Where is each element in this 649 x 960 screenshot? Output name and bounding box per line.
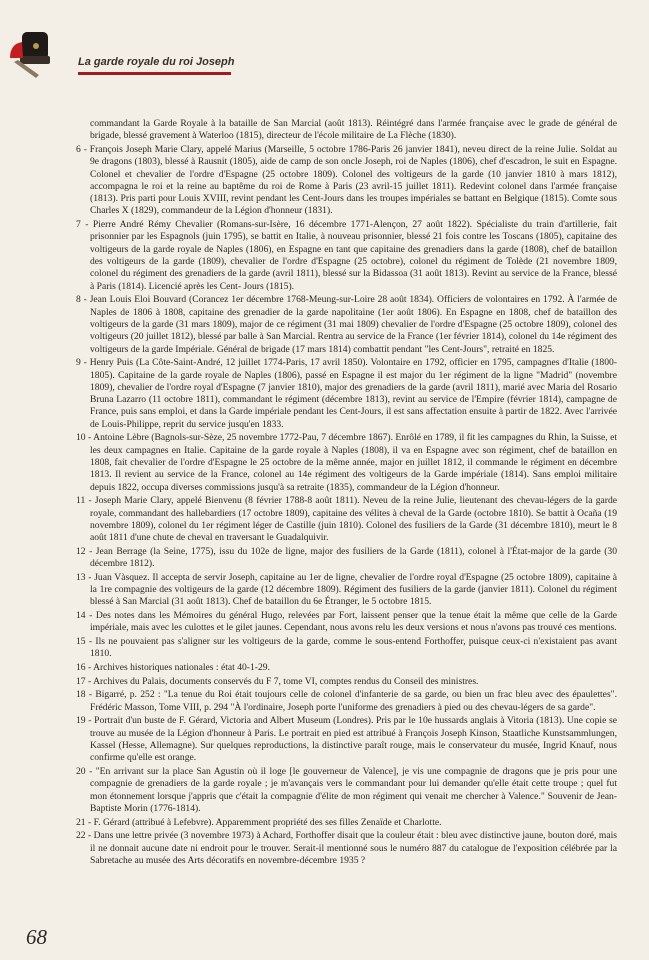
footnote-item	[76, 662, 617, 674]
footnote-number: 15 -	[76, 636, 96, 648]
footnote-text: Joseph Marie Clary, appelé Bienvenu (8 février 1788-8 août 1811). Neveu de la reine Julie, lieutenant des chevau-légers de la garde royale, commandant des hallebardiers (17 octobre 1809), capitaine des vélites à cheval de la Garde (octobre 1810). Se battit à Ocaña (19 novembre 1809), colonel du 1er régiment léger de Castille (juin 1810). Colonel des fusiliers de la Garde (31 décembre 1810), meurt le 8 août 1811 d'une chute de cheval en traversant le Guadalquivir.	[90, 495, 618, 544]
footnote-number: 22 -	[76, 830, 94, 842]
running-header-title: La garde royale du roi Joseph	[78, 56, 235, 68]
footnote-number: 21 -	[76, 816, 94, 828]
footnote-text: Portrait d'un buste de F. Gérard, Victoria and Albert Museum (Londres). Pris par le 10e hussards anglais à Vitoria (1813). Une copie se trouve au musée de la Légion d'honneur à Paris. Le portrait en pied est attribué à François Joseph Kinson, Staatliche Kunstsammlungen, Kassel (Hesse, Allemagne). Sur quelques reproductions, la distinctive paraît rouge, mais le conservateur du musée, Ingrid Knauf, nous confirme qu'elle est orange.	[90, 715, 617, 764]
footnote-text: Des notes dans les Mémoires du général Hugo, relevées par Fort, laissent penser que la tenue était la même que celle de la Garde impériale, mais avec les culottes et le gilet jaunes. Cependant, nous avons relu les deux versions et nous n'avons pas trouvé ces mentions.	[90, 610, 617, 634]
footnote-item	[76, 546, 617, 571]
header-underline	[78, 72, 231, 75]
footnote-number: 8 -	[76, 294, 90, 306]
footnote-number: 17 -	[76, 675, 94, 687]
footnote-item	[76, 610, 617, 635]
footnote-item	[76, 689, 617, 714]
footnote-text: Archives historiques nationales : état 40-1-29.	[93, 662, 270, 674]
footnote-text: Archives du Palais, documents conservés du F 7, tome VI, comptes rendus du Conseil des ministres.	[93, 675, 479, 687]
footnote-number: 18 -	[76, 689, 96, 701]
footnote-text: F. Gérard (attribué à Lefebvre). Apparemment propriété des ses filles Zenaïde et Charlotte.	[93, 816, 442, 828]
garde-royale-helmet-icon	[6, 28, 56, 80]
footnote-text: Antoine Lèbre (Bagnols-sur-Sèze, 25 novembre 1772-Pau, 7 décembre 1867). Enrôlé en 1789, il fit les campagnes du Rhin, la Suisse, et les deux campagnes en Italie. Capitaine de la garde royale à Naples (1808), il va en Espagne avec son régiment, chef de bataillon en 1808, fait chevalier de l'ordre d'Espagne le 25 octobre de la même année, major en juillet 1812, il commande le régiment en décembre 1813. Il revient au service de la France, colonel au 14e régiment des voltigeurs de la Garde impériale (1814). Sans emploi militaire depuis 1822, occupa diverses commissions jusqu'à sa retraite (1835), commandeur de la Légion d'honneur.	[90, 432, 617, 493]
footnote-item	[76, 294, 617, 355]
footnote-text: Juan Vàsquez. Il accepta de servir Joseph, capitaine au 1er de ligne, chevalier de l'ordre royal d'Espagne (25 octobre 1809), capitaine à la 1re compagnie des voltigeurs de la garde (12 décembre 1809). Régiment des fusiliers de la garde (janvier 1811). Colonel du régiment blessé à San Marcial (31 août 1813). Chef de bataillon du 6e Étranger, le 5 octobre 1815.	[90, 571, 617, 608]
footnote-number: 16 -	[76, 662, 94, 674]
footnote-item	[76, 144, 617, 218]
footnote-item	[76, 636, 617, 661]
footnote-item	[76, 572, 617, 609]
footnote-item	[76, 830, 617, 867]
footnote-text: Jean Louis Eloi Bouvard (Corancez 1er décembre 1768-Meung-sur-Loire 28 août 1834). Officiers de volontaires en 1792. À l'armée de Naples de 1806 à 1808, capitaine des grenadier de la garde napolitaine (1er août 1806). En Espagne en 1808, chef de bataillon des voltigeurs de la garde (31 mars 1809), major de ce régiment (31 mai 1809) chevalier de l'ordre d'Espagne (25 octobre 1809), colonel des voltigeurs (20 juillet 1812), blessé par balle à San Marcial. Rentra au service de la France (1er février 1814), colonel du 14e régiment des voltigeurs de la garde Impériale. Général de brigade (17 mars 1814) combattit pendant "les Cent-Jours", retraité en 1825.	[89, 294, 617, 355]
footnote-text: commandant la Garde Royale à la bataille de San Marcial (août 1813). Réintégré dans l'armée française avec le grade de général de brigade, blessé gravement à Waterloo (1815), directeur de l'école militaire de La Flèche (1830).	[90, 118, 617, 142]
footnote-number: 9 -	[76, 357, 90, 369]
footnote-item	[76, 118, 617, 143]
footnotes-list	[76, 118, 617, 869]
footnote-number: 7 -	[76, 219, 93, 231]
footnote-item	[76, 495, 617, 544]
footnote-number: 14 -	[76, 610, 96, 622]
footnote-item	[76, 715, 617, 764]
footnote-text: Dans une lettre privée (3 novembre 1973) à Achard, Forthoffer disait que la couleur était : bleu avec distinctive jaune, bouton doré, mais il ne donnait aucune date ni endroit pour le trouver. Serait-il mentionné sous le numéro 887 du catalogue de l'exposition célébrée par la Sabretache au musée des Arts décoratifs en novembre-décembre 1935 ?	[90, 830, 617, 866]
footnote-item	[76, 676, 617, 688]
footnote-number: 6 -	[76, 143, 90, 155]
footnote-text: Ils ne pouvaient pas s'aligner sur les voltigeurs de la garde, comme le sous-entend Forthoffer, puisque ceux-ci n'existaient pas avant 1810.	[90, 636, 617, 660]
footnote-text: Pierre André Rémy Chevalier (Romans-sur-Isère, 16 décembre 1771-Alençon, 27 août 1822). Spécialiste du train d'artillerie, fait prisonnier par les Espagnols (juin 1795), se battit en Italie, à nouveau prisonnier, blessé 21 fois contre les Toscans (1805), capitaine des voltigeurs de la garde royale de Naples (1806), en Espagne en tant que capitaine des grenadiers dans la garde (1808), chef de bataillon des voltigeurs de la garde (1809), chevalier de l'ordre d'Espagne (25 octobre), colonel du régiment de Tolède (21 novembre 1809, colonel du régiment des grenadiers de la garde (avril 1811), blessé sur la Bidassoa (31 août 1813). Revint au service de la France, blessé à Paris (1814). Licencié après les Cent- Jours (1815).	[90, 219, 618, 292]
footnote-number: 13 -	[76, 571, 95, 583]
footnote-number: 19 -	[76, 715, 95, 727]
footnote-number: 11 -	[76, 495, 95, 507]
footnote-text: Jean Berrage (la Seine, 1775), issu du 102e de ligne, major des fusiliers de la Garde (1811), colonel à l'État-major de la garde (30 décembre 1812).	[90, 545, 617, 570]
footnote-item	[76, 766, 617, 815]
footnote-item	[76, 219, 617, 293]
footnote-text: François Joseph Marie Clary, appelé Marius (Marseille, 5 octobre 1786-Paris 26 janvier 1841), neveu direct de la reine Julie. Soldat au 9e dragons (1803), blessé à Rausnit (1805), aide de camp de son oncle Joseph, roi de Naples (1806), chef d'escadron, le suit en Espagne. Colonel et chevalier de l'ordre d'Espagne (25 octobre 1809). Colonel des voltigeurs de la garde (10 janvier 1810 à mars 1812), accompagna le roi et la reine au baptême du roi de Rome à Paris (23 avril-15 juillet 1811). Redevint colonel dans l'armée française (1813). Pris parti pour Louis XVIII, revint pendant les Cent-Jours dans les troupes impériales se battant en Belgique (1815). Comte sous Charles X (1829), commandeur de la Légion d'honneur (1831).	[89, 143, 617, 217]
footnote-text: "En arrivant sur la place San Agustin où il loge [le gouverneur de Valence], je vis une compagnie de dragons que je pris pour une compagnie de grenadiers de la garde royale ; je m'avançais vers le commandant pour lui demander qu'elle était cette troupe ; quel fut mon étonnement lorsque j'appris que c'était la compagnie d'élite de mon régiment qui venait me chercher à Valence." Souvenir de Jean-Baptiste Morin (1776-1814).	[90, 766, 617, 814]
page-number: 68	[26, 925, 47, 949]
footnote-number: 12 -	[76, 545, 96, 557]
footnote-item	[76, 817, 617, 829]
footnote-number: 10 -	[76, 432, 94, 444]
footnote-text: Henry Puis (La Côte-Saint-André, 12 juillet 1774-Paris, 17 avril 1850). Volontaire en 1792, officier en 1795, campagnes d'Italie (1800-1805). Capitaine de la garde royale de Naples (1806), passé en Espagne il est major du 1er régiment de la ligne "Madrid" (novembre 1809), chevalier de l'ordre royal d'Espagne (7 janvier 1810), major des grenadiers de la garde (avril 1811), marié avec Maria del Rosario Bruna Lazarro (11 octobre 1811), commandant le régiment (décembre 1813), revint au service de l'Empire (février 1814), campagne de France, puis sans emploi, et dans la Garde impériale pendant les Cent-Jours, il est sans affectation ensuite à partir de 1822. Avec l'arrivée de Louis-Philippe, reprit du service jusqu'en 1833.	[89, 357, 617, 430]
footnote-item	[76, 357, 617, 431]
footnote-text: Bigarré, p. 252 : "La tenue du Roi était toujours celle de colonel d'infanterie de sa garde, ou bien un frac bleu avec des épaulettes". Frédéric Masson, Tome VIII, p. 294 "À l'ordinaire, Joseph porte l'uniforme des grenadiers à pied ou des chevau-légers de sa garde".	[90, 689, 617, 713]
footnote-number: 20 -	[76, 766, 96, 777]
footnote-item	[76, 432, 617, 493]
